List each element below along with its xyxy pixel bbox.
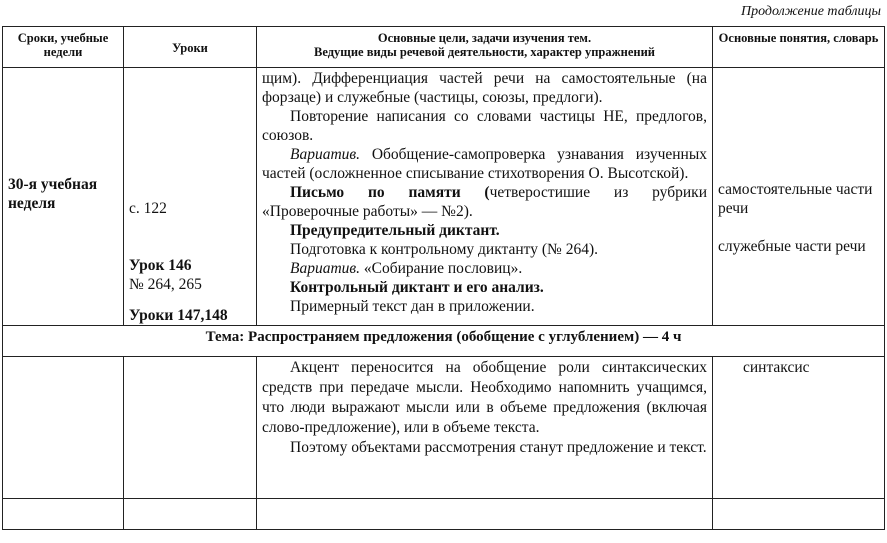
variant-text: Обобщение-самопроверка узнавания изученных частей (осложненное списывание стихотворения О. Высотской).: [262, 146, 707, 182]
header-row: [3, 27, 885, 68]
empty-cell: [3, 499, 124, 530]
empty-cell: [124, 499, 257, 530]
curriculum-table: [2, 26, 885, 530]
goals-paragraph: Примерный текст дан в приложении.: [290, 298, 535, 315]
goals-paragraph: Контрольный диктант и его анализ.: [290, 279, 544, 296]
concepts-cell: [713, 68, 885, 326]
lessons-147-148: Уроки 147,148: [129, 307, 228, 324]
topic-row: [3, 326, 885, 357]
goals-paragraph: Повторение написания со словами частицы НЕ, предлогов, союзов.: [262, 108, 707, 144]
lessons-cell: [124, 357, 257, 499]
goals-paragraph: [262, 183, 707, 221]
variant-label: Вариатив.: [290, 146, 361, 163]
empty-cell: [257, 499, 713, 530]
lesson-146: Урок 146: [129, 257, 192, 274]
variant-label: Вариатив.: [290, 260, 361, 277]
header-weeks: Сроки, учебные недели: [3, 27, 124, 68]
header-concepts: Основные понятия, словарь: [713, 27, 885, 68]
lesson-page: с. 122: [129, 200, 167, 217]
goals-cell: [257, 357, 713, 499]
concept-item: служебные части речи: [718, 238, 866, 255]
memory-writing-label: Письмо по памяти (: [290, 184, 490, 201]
goals-paragraph: Подготовка к контрольному диктанту (№ 264).: [290, 241, 598, 258]
table-row: [3, 357, 885, 499]
goals-paragraph: Предупредительный диктант.: [290, 222, 500, 239]
topic-title: Тема: Распространяем предложения (обобщение с углублением) — 4 ч: [3, 326, 885, 357]
lessons-cell: [124, 68, 257, 326]
variant-text: «Собирание пословиц».: [360, 260, 523, 277]
header-goals-line1: Основные цели, задачи изучения тем.: [377, 31, 592, 45]
header-goals: [257, 27, 713, 68]
concept-item: синтаксис: [713, 357, 885, 499]
table-continuation-caption: Продолжение таблицы: [740, 4, 881, 19]
goals-paragraph: [262, 145, 707, 183]
lesson-exercises: № 264, 265: [129, 276, 202, 293]
goals-paragraph: [262, 259, 707, 278]
week-cell: 30-я учебная неделя: [3, 68, 124, 326]
week-cell: [3, 357, 124, 499]
header-lessons: Уроки: [124, 27, 257, 68]
memory-writing-text: четверостишие из рубрики «Проверочные работы» — №2).: [262, 184, 707, 220]
goals-paragraph: Поэтому объектами рассмотрения станут предложение и текст.: [290, 439, 707, 456]
header-goals-line2: Ведущие виды речевой деятельности, характер упражнений: [313, 45, 656, 59]
table-row: [3, 499, 885, 530]
table-row: [3, 68, 885, 326]
empty-cell: [713, 499, 885, 530]
concept-item: самостоятельные части речи: [718, 181, 873, 217]
goals-paragraph: Акцент переносится на обобщение роли синтаксических средств при передаче мысли. Необходимо напомнить учащимся, что люди выражают мысли или в объеме предложения (включая слово-предложение), или в объеме текста.: [262, 359, 707, 436]
goals-cell: [257, 68, 713, 326]
goals-paragraph: щим). Дифференциация частей речи на самостоятельные (на форзаце) и служебные (частицы, союзы, предлоги).: [262, 70, 707, 106]
